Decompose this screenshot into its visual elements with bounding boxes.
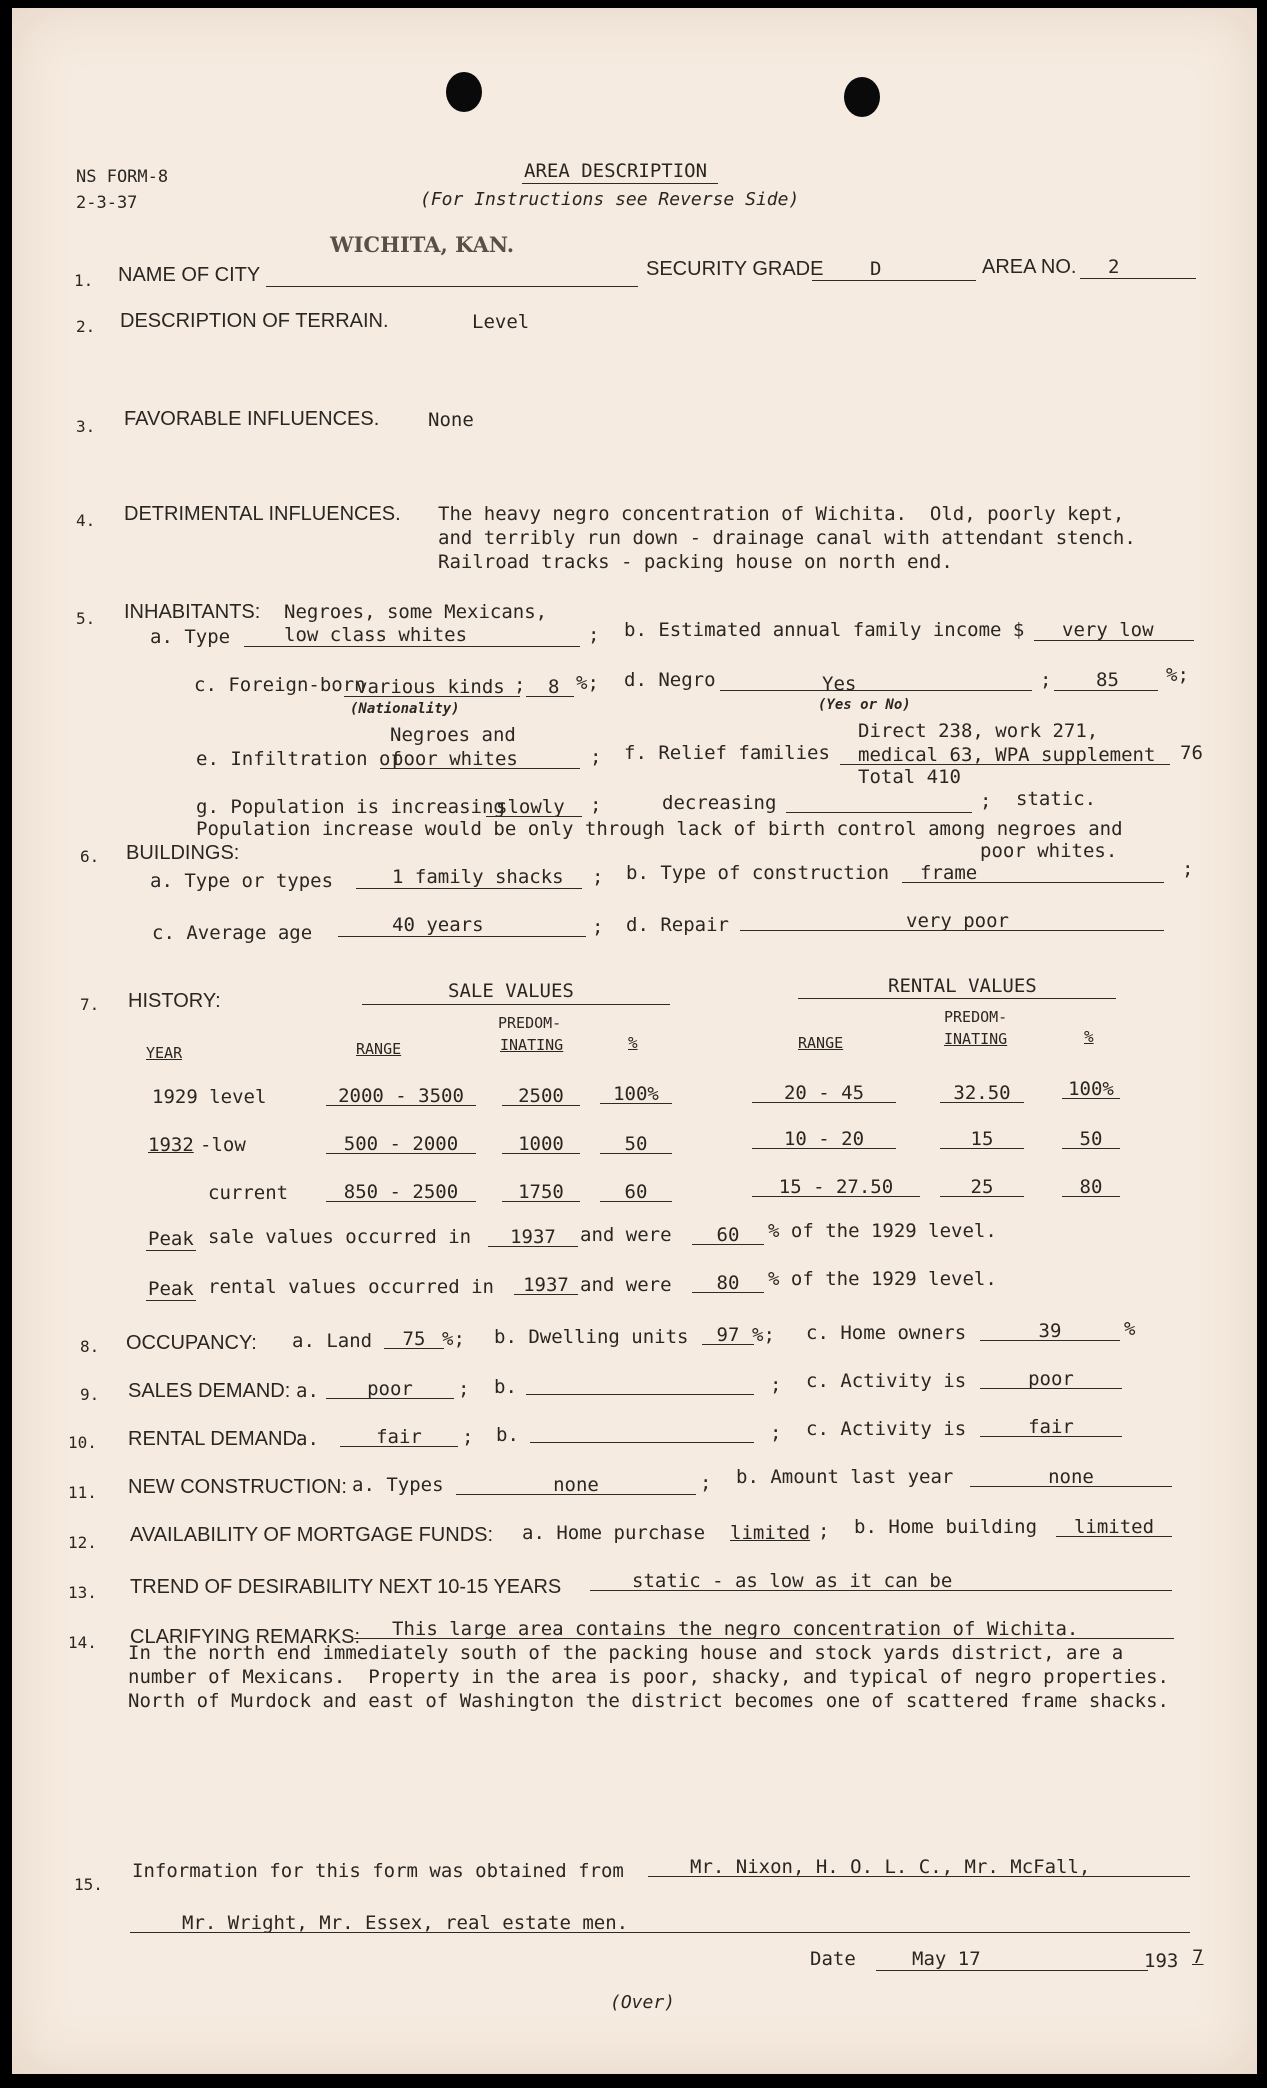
q15-label: Information for this form was obtained from	[132, 1860, 624, 1882]
q15-number: 15.	[74, 1875, 103, 1894]
q5g-decreasing-label: decreasing	[662, 792, 777, 814]
q1-grade-value: D	[870, 258, 882, 280]
q5c-pct-sign: %;	[576, 672, 599, 694]
form-title: AREA DESCRIPTION	[524, 160, 708, 182]
q5c-sep: ;	[514, 674, 526, 696]
q6d-label: d. Repair	[626, 914, 729, 936]
col-year-header: YEAR	[146, 1044, 183, 1062]
peak-rent-text: rental values occurred in	[208, 1276, 494, 1298]
peak-rent-and: and were	[580, 1274, 672, 1296]
row-current-rent-pred: 25	[970, 1176, 994, 1198]
q6b-value: frame	[920, 862, 978, 884]
q14-line3: number of Mexicans. Property in the area is poor, shacky, and typical of negro properties.	[128, 1666, 1169, 1688]
q3-value: None	[428, 409, 474, 431]
punch-hole-left	[446, 72, 482, 112]
q11a-label: a. Types	[352, 1474, 444, 1496]
q3-label: FAVORABLE INFLUENCES.	[124, 408, 380, 430]
q4-line2: and terribly run down - drainage canal with attendant stench.	[438, 527, 1136, 549]
over-note: (Over)	[610, 1992, 676, 2013]
row-current-rent-pct: 80	[1079, 1176, 1103, 1198]
q12a-label: a. Home purchase	[522, 1522, 706, 1544]
q5-note1: Population increase would be only through lack of birth control among negroes and	[196, 818, 1123, 840]
q14-label: CLARIFYING REMARKS:	[130, 1626, 361, 1648]
q11a-sep: ;	[700, 1472, 712, 1494]
q1-city-label: NAME OF CITY	[118, 264, 261, 286]
q6c-sep: ;	[592, 916, 604, 938]
q15-value2: Mr. Wright, Mr. Essex, real estate men.	[182, 1912, 629, 1934]
q13-value: static - as low as it can be	[632, 1570, 953, 1592]
sale-values-header: SALE VALUES	[448, 980, 574, 1002]
peak-sale-word: Peak	[148, 1228, 194, 1250]
row-1929-sale-pct: 100%	[613, 1083, 659, 1105]
q14-line2: In the north end immediately south of the packing house and stock yards district, are a	[128, 1642, 1124, 1664]
q5-type-extra: Negroes, some Mexicans,	[284, 601, 548, 623]
q5f-label: f. Relief families	[624, 742, 830, 764]
q6b-label: b. Type of construction	[626, 862, 890, 884]
q5g-value: slowly	[496, 796, 565, 818]
q11-number: 11.	[68, 1483, 97, 1502]
q12a-value: limited	[730, 1522, 811, 1544]
q6-label: BUILDINGS:	[126, 842, 240, 864]
q5d-yes-no-hint: (Yes or No)	[818, 697, 911, 713]
peak-sale-and: and were	[580, 1224, 672, 1246]
q8c-value: 39	[1038, 1320, 1062, 1342]
q11b-value: none	[1048, 1466, 1094, 1488]
row-1932-rent-range: 10 - 20	[783, 1128, 865, 1150]
q6d-value: very poor	[906, 910, 1009, 932]
q2-number: 2.	[76, 317, 96, 336]
peak-rent-tail: % of the 1929 level.	[768, 1268, 997, 1290]
q4-line1: The heavy negro concentration of Wichita. Old, poorly kept,	[438, 503, 1125, 525]
row-1929-rent-pct: 100%	[1068, 1078, 1114, 1100]
q9a-label: a.	[296, 1380, 319, 1402]
q10a-label: a.	[296, 1428, 319, 1450]
q5g-sep: ;	[590, 794, 602, 816]
date-year-digit: 7	[1192, 1946, 1204, 1968]
peak-sale-tail: % of the 1929 level.	[768, 1220, 997, 1242]
q9b-sep: ;	[770, 1374, 782, 1396]
q10c-value: fair	[1028, 1416, 1074, 1438]
col-sale-range-header: RANGE	[356, 1040, 402, 1058]
q10-number: 10.	[68, 1433, 97, 1452]
q8a-label: a. Land	[292, 1330, 373, 1352]
q13-number: 13.	[68, 1583, 97, 1602]
q5e-label: e. Infiltration of	[196, 748, 402, 770]
q10b-sep: ;	[770, 1422, 782, 1444]
q5f-value3: Total 410	[858, 766, 961, 788]
q8-label: OCCUPANCY:	[126, 1332, 257, 1354]
q9c-value: poor	[1028, 1368, 1074, 1390]
date-year-prefix: 193	[1144, 1950, 1179, 1972]
row-current-sale-range: 850 - 2500	[343, 1181, 459, 1203]
row-current-rent-range: 15 - 27.50	[778, 1176, 894, 1198]
q10c-label: c. Activity is	[806, 1418, 967, 1440]
q14-number: 14.	[68, 1633, 97, 1652]
q6b-sep: ;	[1182, 858, 1194, 880]
row-1929-rent-pred: 32.50	[953, 1082, 1011, 1104]
q10b-label: b.	[496, 1424, 519, 1446]
peak-rent-year: 1937	[523, 1274, 569, 1296]
q3-number: 3.	[76, 417, 96, 436]
q5e-value2: poor whites	[392, 748, 518, 770]
q1-area-value: 2	[1108, 256, 1120, 278]
q5d-label: d. Negro	[624, 669, 716, 691]
q12b-label: b. Home building	[854, 1516, 1038, 1538]
peak-rent-word: Peak	[148, 1278, 194, 1300]
q8-number: 8.	[80, 1337, 100, 1356]
q14-line4: North of Murdock and east of Washington the district becomes one of scattered frame shacks.	[128, 1690, 1169, 1712]
q12b-value: limited	[1073, 1516, 1155, 1538]
q5d-pct-sign: %;	[1166, 664, 1189, 686]
q5f-value2: medical 63, WPA supplement	[858, 744, 1156, 766]
q12-label: AVAILABILITY OF MORTGAGE FUNDS:	[130, 1524, 494, 1546]
q6a-sep: ;	[592, 866, 604, 888]
q5-label: INHABITANTS:	[124, 601, 261, 623]
q10a-sep: ;	[462, 1426, 474, 1448]
peak-sale-text: sale values occurred in	[208, 1226, 472, 1248]
q6c-value: 40 years	[392, 914, 484, 936]
col-rent-pct-header: %	[1084, 1027, 1094, 1046]
row-current-sale-pred: 1750	[518, 1181, 564, 1203]
q8c-suffix: %	[1124, 1318, 1136, 1340]
q12-number: 12.	[68, 1533, 97, 1552]
q5f-value1: Direct 238, work 271,	[858, 720, 1099, 742]
q5a-sep: ;	[588, 624, 600, 646]
q5b-value: very low	[1062, 619, 1154, 641]
q11-label: NEW CONSTRUCTION:	[128, 1476, 347, 1498]
q10-label: RENTAL DEMAND:	[128, 1428, 303, 1450]
row-1929-sale-range: 2000 - 3500	[338, 1085, 464, 1107]
q8c-label: c. Home owners	[806, 1322, 967, 1344]
col-rent-predom-header2: INATING	[944, 1030, 1008, 1048]
q14-line1: This large area contains the negro concentration of Wichita.	[392, 1618, 1079, 1640]
col-rent-range-header: RANGE	[798, 1034, 844, 1052]
q8b-value: 97	[716, 1324, 740, 1346]
row-1932-rent-pct: 50	[1079, 1128, 1103, 1150]
q6a-label: a. Type or types	[150, 870, 334, 892]
q4-line3: Railroad tracks - packing house on north end.	[438, 551, 953, 573]
q5f-value2b: 76	[1180, 742, 1203, 764]
q10a-value: fair	[376, 1426, 422, 1448]
q8a-suffix: %;	[442, 1328, 465, 1350]
date-value: May 17	[912, 1948, 981, 1970]
q2-value: Level	[472, 311, 530, 333]
q1-city-value: WICHITA, KAN.	[330, 232, 515, 257]
row-1932-sale-range: 500 - 2000	[343, 1133, 459, 1155]
q5c-value: various kinds	[356, 676, 505, 698]
q5d-sep: ;	[1040, 669, 1052, 691]
q5d-pct: 85	[1096, 669, 1119, 691]
q9-number: 9.	[80, 1385, 100, 1404]
q6-number: 6.	[80, 847, 100, 866]
q9b-label: b.	[494, 1376, 517, 1398]
row-current-year: current	[208, 1182, 289, 1204]
col-sale-pct-header: %	[628, 1033, 638, 1052]
q5a-value: low class whites	[284, 624, 468, 646]
q5e-sep: ;	[590, 746, 602, 768]
peak-sale-year: 1937	[510, 1226, 556, 1248]
row-1932-year-suffix: -low	[200, 1134, 246, 1156]
q11b-label: b. Amount last year	[736, 1466, 954, 1488]
q5-note2: poor whites.	[980, 840, 1118, 862]
q5c-pct: 8	[548, 676, 560, 698]
q1-number: 1.	[74, 271, 94, 290]
q8a-value: 75	[402, 1328, 426, 1350]
q4-label: DETRIMENTAL INFLUENCES.	[124, 503, 401, 525]
rental-values-header: RENTAL VALUES	[888, 975, 1037, 997]
q4-number: 4.	[76, 511, 96, 530]
q5-number: 5.	[76, 609, 96, 628]
q5g-static-label: static.	[1016, 788, 1097, 810]
q9-label: SALES DEMAND:	[128, 1380, 291, 1402]
q11a-value: none	[553, 1474, 599, 1496]
date-label: Date	[810, 1948, 856, 1970]
q7-number: 7.	[80, 995, 100, 1014]
q9a-value: poor	[367, 1378, 413, 1400]
q9c-label: c. Activity is	[806, 1370, 967, 1392]
q2-label: DESCRIPTION OF TERRAIN.	[120, 310, 389, 332]
form-id: NS FORM-8	[76, 167, 169, 187]
row-1929-sale-pred: 2500	[518, 1085, 564, 1107]
q5g-label: g. Population is increasing	[196, 796, 505, 818]
row-1929-rent-range: 20 - 45	[783, 1082, 865, 1104]
form-subtitle: (For Instructions see Reverse Side)	[420, 189, 800, 210]
q5c-label: c. Foreign-born	[194, 674, 366, 696]
col-sale-predom-header2: INATING	[500, 1036, 564, 1054]
q12a-sep: ;	[818, 1520, 830, 1542]
q1-grade-label: SECURITY GRADE	[646, 258, 824, 280]
row-current-sale-pct: 60	[624, 1181, 648, 1203]
q6c-label: c. Average age	[152, 922, 313, 944]
punch-hole-right	[844, 77, 880, 117]
q5e-value1: Negroes and	[390, 724, 516, 746]
q8b-suffix: %;	[752, 1324, 775, 1346]
row-1932-rent-pred: 15	[970, 1128, 994, 1150]
col-rent-predom-header1: PREDOM-	[944, 1008, 1008, 1026]
row-1932-sale-pred: 1000	[518, 1133, 564, 1155]
peak-rent-pct: 80	[716, 1272, 740, 1294]
q5b-label: b. Estimated annual family income $	[624, 619, 1025, 641]
peak-sale-pct: 60	[716, 1224, 740, 1246]
col-sale-predom-header1: PREDOM-	[498, 1014, 562, 1032]
q5g-decreasing-sep: ;	[980, 790, 992, 812]
q8b-label: b. Dwelling units	[494, 1326, 689, 1348]
row-1929-year: 1929 level	[152, 1086, 267, 1108]
q5c-nationality-hint: (Nationality)	[350, 701, 460, 717]
q9a-sep: ;	[458, 1378, 470, 1400]
q5d-value: Yes	[822, 673, 857, 695]
q1-area-label: AREA NO.	[982, 256, 1077, 278]
q6a-value: 1 family shacks	[392, 866, 564, 888]
q5a-label: a. Type	[150, 626, 231, 648]
q13-label: TREND OF DESIRABILITY NEXT 10-15 YEARS	[130, 1576, 562, 1598]
row-1932-sale-pct: 50	[624, 1133, 648, 1155]
row-1932-year: 1932	[148, 1134, 194, 1156]
q7-label: HISTORY:	[128, 990, 221, 1012]
q15-value1: Mr. Nixon, H. O. L. C., Mr. McFall,	[690, 1856, 1091, 1878]
form-date: 2-3-37	[76, 193, 138, 213]
